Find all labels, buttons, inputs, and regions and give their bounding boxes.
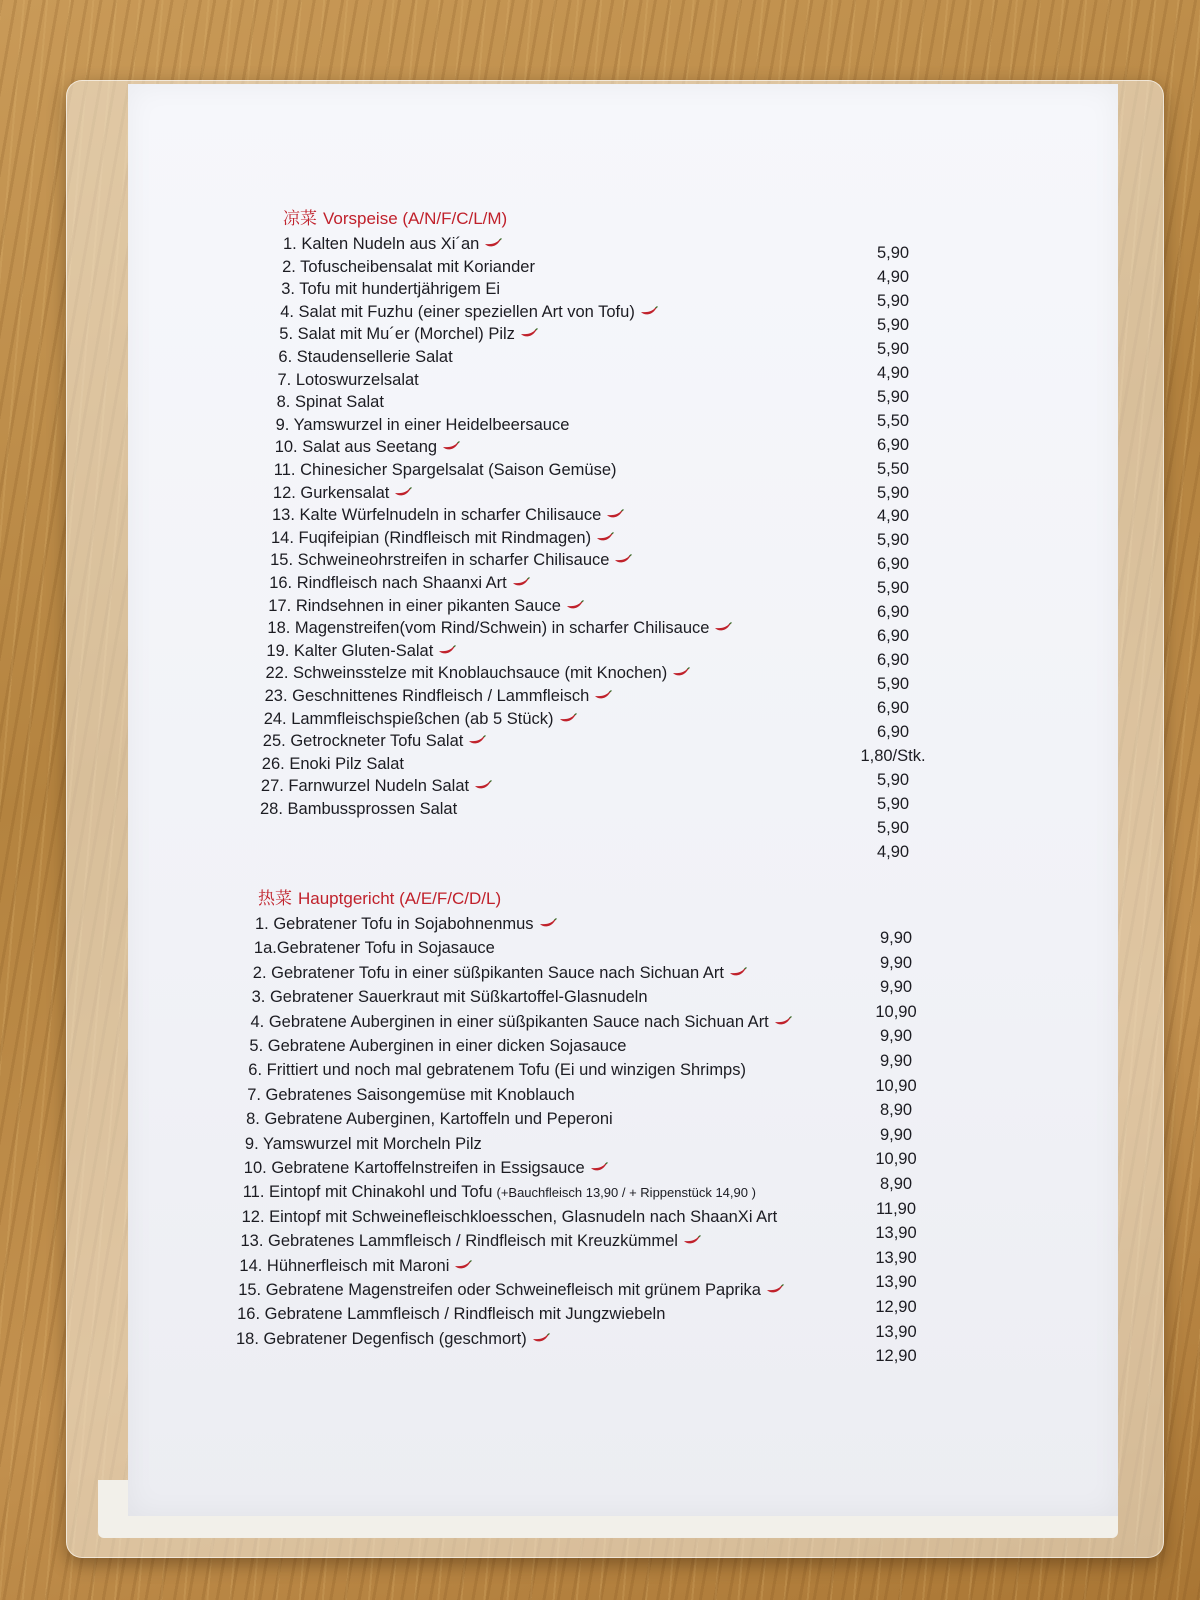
- menu-item-name: [281, 278, 500, 300]
- menu-item-label: 9. Yamswurzel in einer Heidelbeersauce: [275, 415, 570, 434]
- menu-item-name: [254, 937, 495, 959]
- menu-item-label: 16. Gebratene Lammfleisch / Rindfleisch mit Jungzwiebeln: [237, 1305, 666, 1324]
- menu-item-label: 7. Lotoswurzelsalat: [277, 370, 419, 389]
- menu-item-name: [237, 1303, 665, 1325]
- menu-item-price: 8,90: [879, 1175, 913, 1193]
- menu-item-label: 11. Chinesicher Spargelsalat (Saison Gemüse): [273, 461, 617, 479]
- menu-item-label: 11. Eintopf mit Chinakohl und Tofu: [242, 1183, 493, 1202]
- menu-item-label: 2. Gebratener Tofu in einer süßpikanten Sauce nach Sichuan Art: [252, 963, 724, 982]
- menu-item-name: [242, 1206, 778, 1228]
- menu-item-name: [264, 708, 577, 730]
- menu-item-name: [274, 459, 617, 481]
- menu-item-label: 24. Lammfleischspießchen (ab 5 Stück): [263, 709, 554, 728]
- menu-item-price: 5,90: [876, 531, 910, 550]
- menu-item-price: 4,90: [876, 267, 910, 286]
- menu-item-name: [255, 913, 557, 935]
- menu-item-label: 22. Schweinsstelze mit Knoblauchsauce (mit Knochen): [265, 664, 668, 683]
- menu-item-label: 6. Staudensellerie Salat: [278, 348, 453, 366]
- menu-item-name: [267, 617, 732, 639]
- menu-item-name: [269, 572, 530, 594]
- menu-item-label: 1. Gebratener Tofu in Sojabohnenmus: [255, 915, 534, 933]
- menu-item-label: 1a.Gebratener Tofu in Sojasauce: [253, 939, 495, 958]
- menu-item-price: 8,90: [879, 1101, 913, 1120]
- menu-item-price: 5,90: [876, 818, 910, 837]
- menu-item-price: 5,90: [876, 794, 910, 813]
- menu-item-price: 5,90: [876, 244, 910, 262]
- chili-pepper-icon: [766, 1284, 784, 1294]
- chili-pepper-icon: [774, 1016, 792, 1026]
- menu-item-name: [248, 1059, 746, 1081]
- menu-item-name: [266, 662, 691, 684]
- menu-item-price: 6,90: [876, 651, 910, 670]
- chili-pepper-icon: [442, 441, 460, 451]
- menu-item-label: 15. Schweineohrstreifen in scharfer Chilisauce: [270, 551, 610, 570]
- menu-item-price: 5,50: [876, 411, 910, 430]
- menu-item-price: 6,90: [876, 699, 910, 717]
- menu-item-name: [241, 1230, 701, 1252]
- menu-item-name: [270, 549, 632, 571]
- menu-item-name: [253, 962, 747, 984]
- menu-item-price: 9,90: [879, 1125, 913, 1144]
- menu-item-price: 5,90: [876, 339, 910, 358]
- section-title-chinese: 凉菜: [283, 209, 317, 229]
- chili-pepper-icon: [566, 600, 584, 610]
- menu-item-label: 19. Kalter Gluten-Salat: [266, 641, 434, 660]
- menu-item-price: 10,90: [875, 1076, 917, 1095]
- menu-item-price: 5,90: [876, 315, 910, 334]
- menu-item-price: 10,90: [875, 1150, 917, 1169]
- menu-item-name: [245, 1133, 482, 1155]
- chili-pepper-icon: [394, 487, 412, 497]
- chili-pepper-icon: [729, 967, 747, 977]
- menu-item-label: 17. Rindsehnen in einer pikanten Sauce: [268, 596, 561, 615]
- menu-item-price: 6,90: [876, 435, 910, 454]
- menu-item-label: 5. Gebratene Auberginen in einer dicken Sojasauce: [249, 1037, 627, 1055]
- menu-item-label: 2. Tofuscheibensalat mit Koriander: [282, 257, 535, 276]
- section-title-text: Hauptgericht (A/E/F/C/D/L): [298, 889, 502, 908]
- menu-item-price: 9,90: [879, 1052, 913, 1070]
- menu-item-label: 3. Gebratener Sauerkraut mit Süßkartoffel-Glasnudeln: [251, 988, 648, 1007]
- menu-item-label: 8. Spinat Salat: [276, 393, 384, 412]
- chili-pepper-icon: [539, 918, 557, 928]
- menu-item-label: 9. Yamswurzel mit Morcheln Pilz: [244, 1134, 482, 1153]
- menu-item-label: 18. Gebratener Degenfisch (geschmort): [236, 1329, 527, 1348]
- chili-pepper-icon: [512, 577, 530, 587]
- menu-item-price: 4,90: [876, 507, 910, 526]
- menu-item-name: [273, 482, 412, 504]
- menu-item-name: [271, 527, 614, 549]
- menu-item-name: [272, 504, 624, 526]
- menu-item-price: 12,90: [875, 1298, 917, 1316]
- menu-item-price: 13,90: [875, 1322, 917, 1341]
- menu-item-name: [276, 414, 570, 436]
- menu-item-name: [283, 233, 502, 255]
- menu-item-name: [244, 1157, 608, 1179]
- section-title: [283, 208, 507, 230]
- chili-pepper-icon: [590, 1162, 608, 1172]
- menu-item-label: 14. Fuqifeipian (Rindfleisch mit Rindmagen): [271, 528, 592, 547]
- chili-pepper-icon: [520, 328, 538, 338]
- menu-item-label: 7. Gebratenes Saisongemüse mit Knoblauch: [247, 1085, 575, 1104]
- menu-item-name: [243, 1181, 756, 1204]
- menu-item-price: 11,90: [875, 1199, 917, 1218]
- menu-item-price: 9,90: [879, 953, 913, 972]
- menu-item-label: 23. Geschnittenes Rindfleisch / Lammfleisch: [264, 687, 590, 705]
- menu-item-price: 9,90: [879, 929, 913, 947]
- menu-item-name: [278, 369, 419, 391]
- chili-pepper-icon: [484, 238, 502, 248]
- menu-item-price: 4,90: [876, 363, 910, 382]
- chili-pepper-icon: [474, 780, 492, 790]
- menu-item-label: 16. Rindfleisch nach Shaanxi Art: [269, 574, 507, 592]
- menu-item-name: [278, 346, 452, 368]
- chili-pepper-icon: [640, 306, 658, 316]
- menu-item-name: [266, 640, 456, 662]
- menu-item-name: [279, 323, 538, 345]
- menu-item-price: 5,50: [876, 459, 910, 478]
- menu-item-name: [261, 775, 492, 797]
- menu-item-price: 6,90: [876, 627, 910, 646]
- menu-item-price: 5,90: [876, 291, 910, 310]
- menu-item-label: 18. Magenstreifen(vom Rind/Schwein) in scharfer Chilisauce: [267, 619, 710, 638]
- menu-item-price: 5,90: [876, 483, 910, 502]
- chili-pepper-icon: [454, 1260, 472, 1270]
- menu-item-price: 5,90: [876, 770, 910, 789]
- menu-item-label: 10. Gebratene Kartoffelnstreifen in Essigsauce: [243, 1159, 585, 1177]
- chili-pepper-icon: [606, 509, 624, 519]
- menu-item-price: 6,90: [876, 555, 910, 574]
- chili-pepper-icon: [683, 1235, 701, 1245]
- menu-item-label: 6. Frittiert und noch mal gebratenem Tofu (Ei und winzigen Shrimps): [248, 1061, 746, 1080]
- menu-item-price: 5,90: [876, 579, 910, 598]
- menu-item-name: [282, 256, 535, 278]
- menu-item-label: 13. Gebratenes Lammfleisch / Rindfleisch mit Kreuzkümmel: [240, 1232, 678, 1251]
- menu-item-name: [275, 436, 460, 458]
- menu-item-label: 15. Gebratene Magenstreifen oder Schweinefleisch mit grünem Paprika: [238, 1281, 761, 1299]
- menu-item-name: [280, 301, 658, 323]
- menu-item-label: 10. Salat aus Seetang: [274, 438, 438, 457]
- menu-item-price: 10,90: [875, 1002, 917, 1021]
- menu-item-name: [251, 1011, 792, 1033]
- menu-item-name: [260, 798, 457, 820]
- menu-item-name: [249, 1035, 626, 1057]
- chili-pepper-icon: [714, 622, 732, 632]
- menu-item-price: 13,90: [875, 1273, 917, 1292]
- menu-sheet: [128, 84, 1118, 1516]
- menu-item-price: 5,90: [876, 675, 910, 694]
- menu-item-price: 4,90: [876, 842, 910, 861]
- menu-content: [128, 84, 1118, 1516]
- menu-item-note: (+Bauchfleisch 13,90 / + Rippenstück 14,90 ): [496, 1185, 756, 1201]
- menu-item-price: 1,80/Stk.: [860, 747, 926, 765]
- chili-pepper-icon: [468, 735, 486, 745]
- chili-pepper-icon: [559, 713, 577, 723]
- menu-item-name: [262, 753, 404, 775]
- menu-item-name: [239, 1255, 472, 1277]
- menu-item-label: 28. Bambussprossen Salat: [260, 800, 458, 818]
- menu-item-price: 13,90: [875, 1224, 917, 1243]
- menu-item-label: 26. Enoki Pilz Salat: [261, 754, 404, 773]
- menu-item-name: [268, 595, 584, 617]
- menu-item-label: 4. Gebratene Auberginen in einer süßpikanten Sauce nach Sichuan Art: [250, 1012, 769, 1031]
- section-title-text: Vorspeise (A/N/F/C/L/M): [323, 209, 508, 228]
- menu-item-label: 12. Eintopf mit Schweinefleischkloesschen, Glasnudeln nach ShaanXi Art: [241, 1207, 778, 1226]
- section-title-chinese: 热菜: [258, 889, 292, 909]
- menu-item-name: [236, 1328, 550, 1350]
- chili-pepper-icon: [672, 667, 690, 677]
- chili-pepper-icon: [532, 1333, 550, 1343]
- menu-item-label: 1. Kalten Nudeln aus Xi´an: [283, 235, 480, 253]
- section-title: [258, 888, 501, 910]
- chili-pepper-icon: [438, 645, 456, 655]
- menu-item-label: 25. Getrockneter Tofu Salat: [262, 732, 464, 751]
- menu-item-label: 12. Gurkensalat: [272, 483, 390, 502]
- menu-item-label: 4. Salat mit Fuzhu (einer speziellen Art von Tofu): [280, 302, 635, 321]
- chili-pepper-icon: [594, 690, 612, 700]
- menu-item-name: [252, 986, 648, 1008]
- chili-pepper-icon: [614, 554, 632, 564]
- chili-pepper-icon: [596, 532, 614, 542]
- menu-item-label: 14. Hühnerfleisch mit Maroni: [239, 1256, 450, 1275]
- menu-item-label: 13. Kalte Würfelnudeln in scharfer Chilisauce: [272, 506, 602, 525]
- menu-item-name: [246, 1108, 613, 1130]
- menu-item-price: 13,90: [875, 1248, 917, 1267]
- menu-item-label: 8. Gebratene Auberginen, Kartoffeln und Peperoni: [246, 1110, 613, 1129]
- menu-item-name: [263, 730, 487, 752]
- menu-item-price: 6,90: [876, 603, 910, 622]
- menu-item-name: [277, 391, 384, 413]
- menu-item-label: 5. Salat mit Mu´er (Morchel) Pilz: [279, 325, 515, 344]
- menu-item-label: 3. Tofu mit hundertjährigem Ei: [281, 280, 501, 299]
- menu-item-price: 9,90: [879, 1027, 913, 1046]
- menu-item-name: [238, 1279, 784, 1301]
- menu-item-price: 9,90: [879, 978, 913, 997]
- menu-item-name: [265, 685, 613, 707]
- menu-item-price: 12,90: [875, 1347, 917, 1366]
- menu-item-price: 5,90: [876, 387, 910, 406]
- menu-item-price: 6,90: [876, 723, 910, 741]
- menu-item-label: 27. Farnwurzel Nudeln Salat: [260, 777, 470, 796]
- menu-item-name: [247, 1084, 574, 1106]
